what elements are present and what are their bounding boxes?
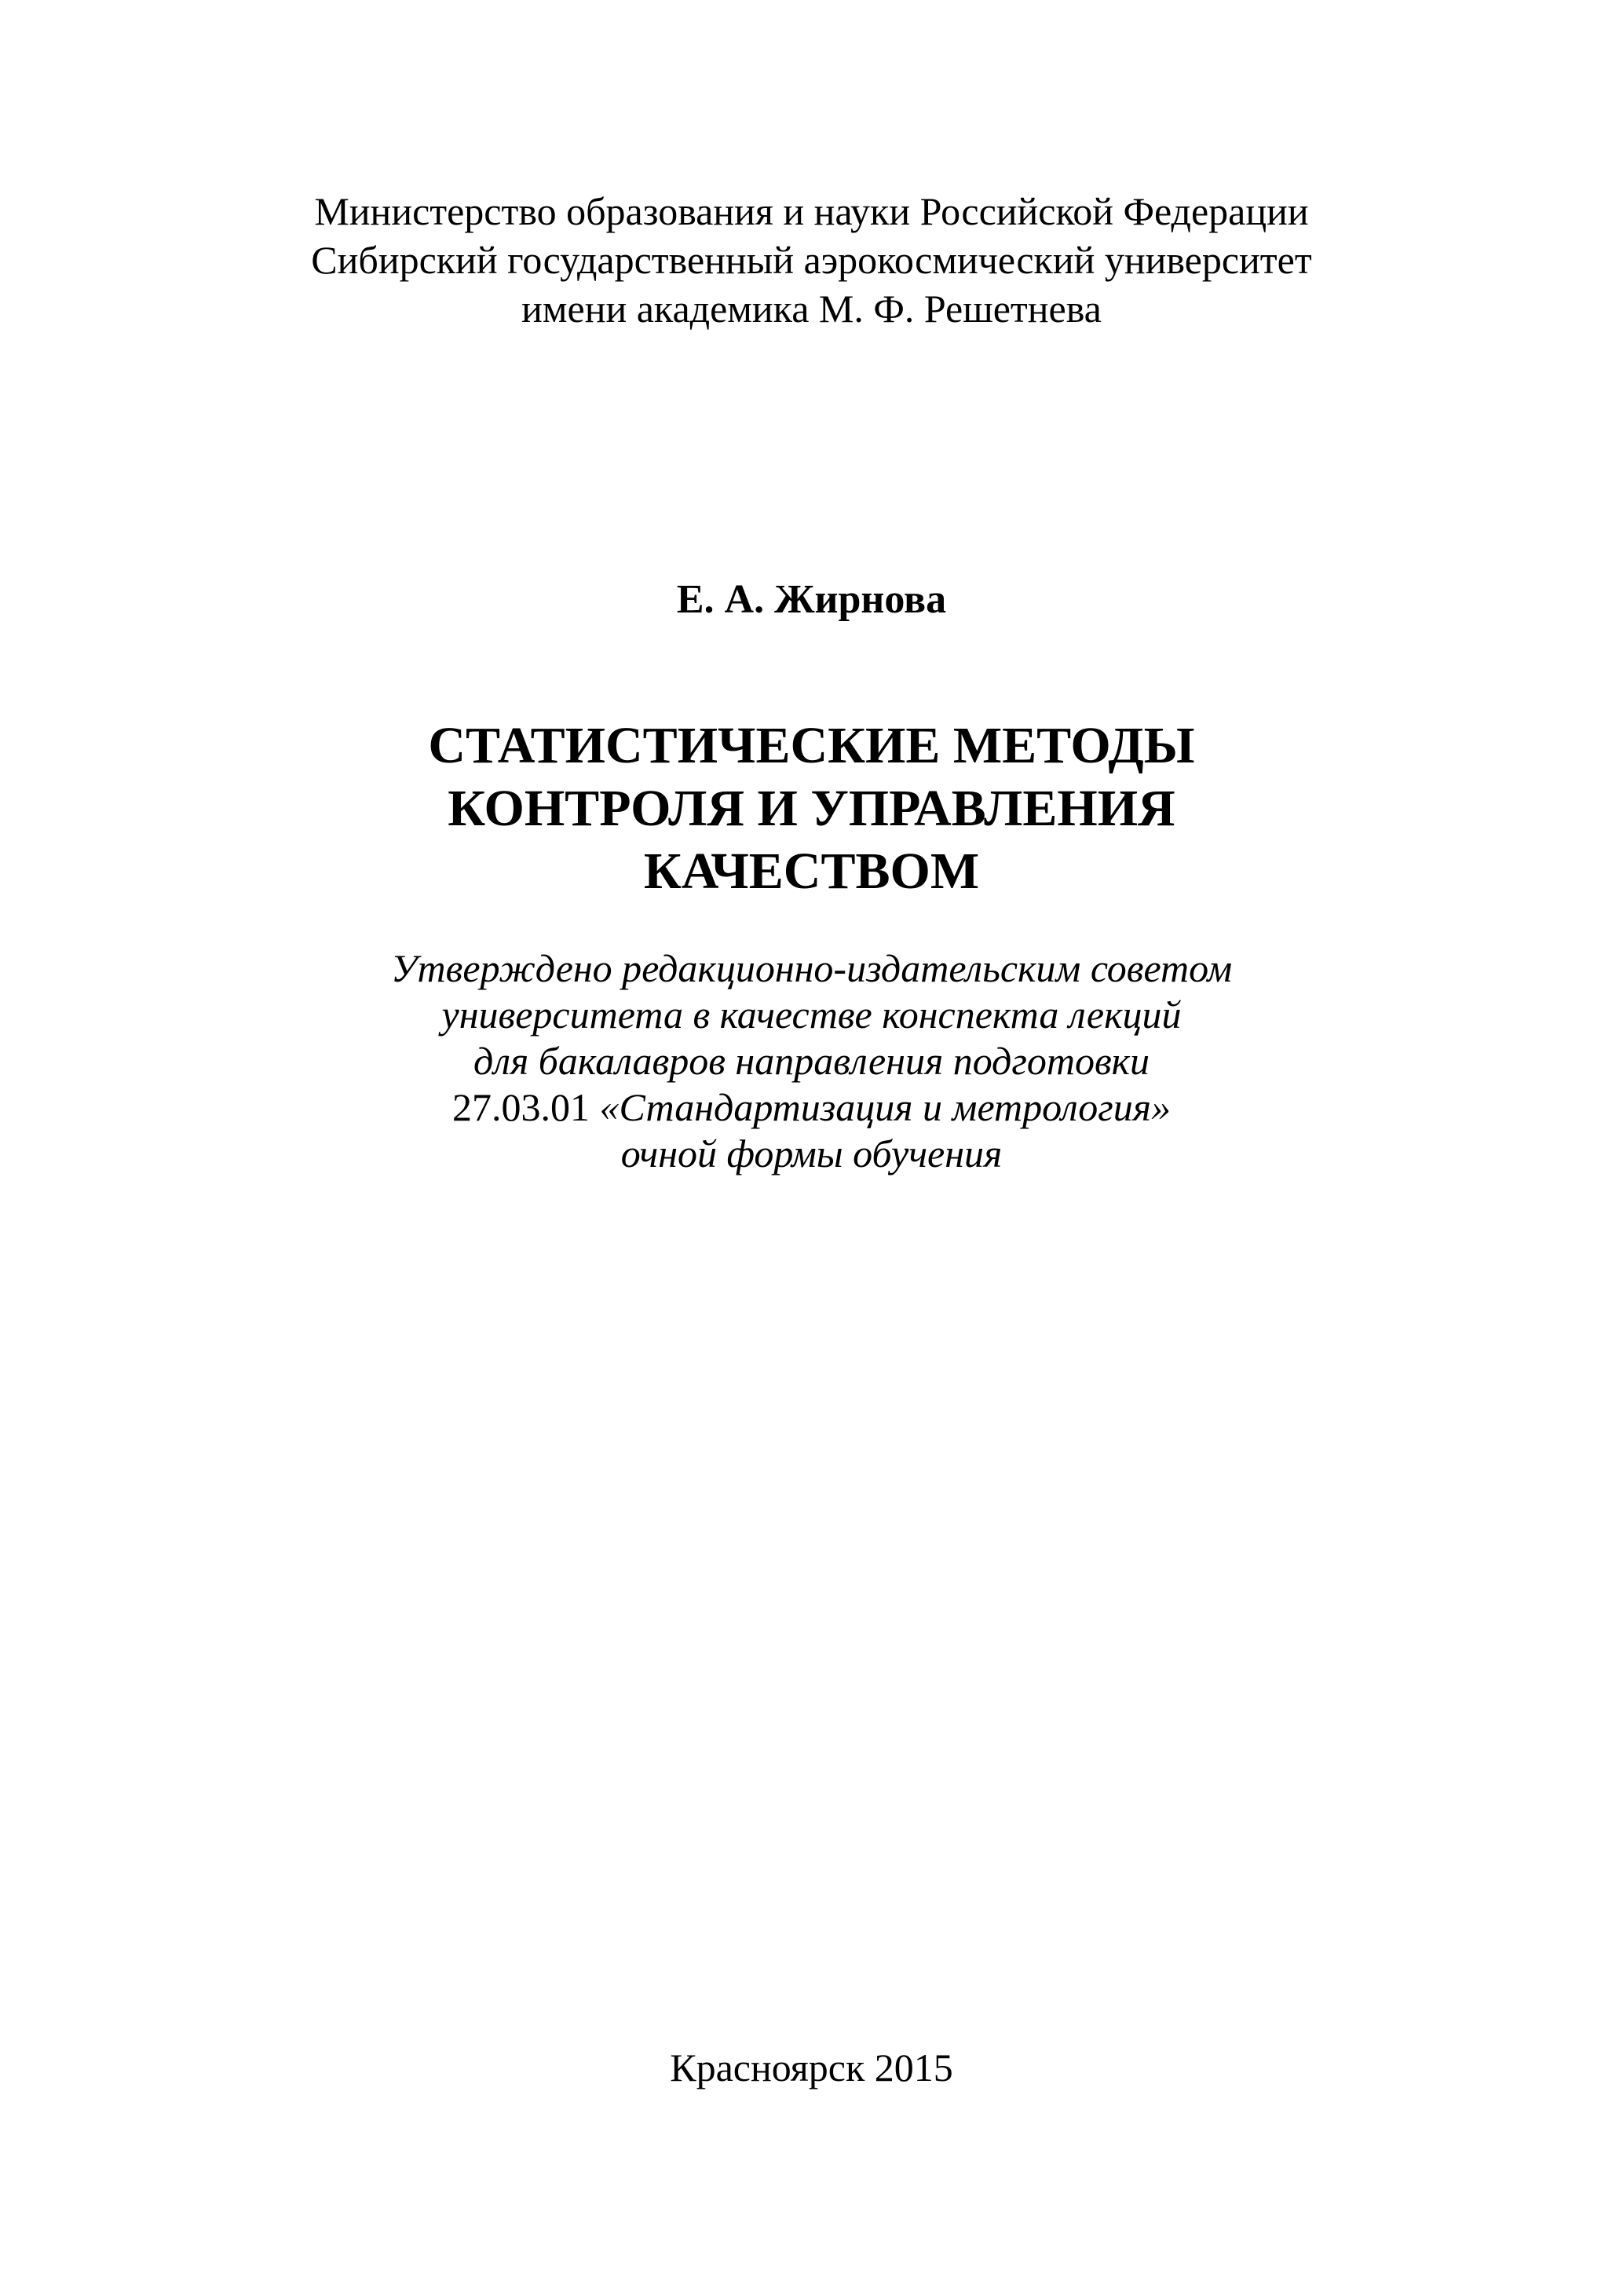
document-title [0, 715, 1623, 903]
approval-line: Утверждено редакционно-издательским советом [390, 946, 1233, 990]
approval-line [0, 1084, 1623, 1131]
city-year: Красноярск 2015 [670, 2046, 953, 2089]
title-line: КОНТРОЛЯ И УПРАВЛЕНИЯ [448, 780, 1175, 837]
author-name: Е. А. Жирнова [676, 577, 947, 622]
ministry-line: Министерство образования и науки Российской Федерации [314, 189, 1309, 233]
title-line: КАЧЕСТВОМ [643, 843, 980, 900]
approval-line: очной формы обучения [620, 1132, 1003, 1175]
university-name-line: имени академика М. Ф. Решетнева [521, 287, 1102, 331]
university-line: Сибирский государственный аэрокосмический университет [311, 238, 1312, 282]
approval-line: университета в качестве конспекта лекций [441, 993, 1182, 1036]
program-code: 27.03.01 [451, 1085, 590, 1129]
approval-note [0, 945, 1623, 1177]
program-name: «Стандартизация и метрология» [599, 1085, 1172, 1129]
title-line: СТАТИСТИЧЕСКИЕ МЕТОДЫ [428, 717, 1195, 774]
ministry-header [0, 187, 1623, 333]
approval-line: для бакалавров направления подготовки [473, 1039, 1150, 1083]
